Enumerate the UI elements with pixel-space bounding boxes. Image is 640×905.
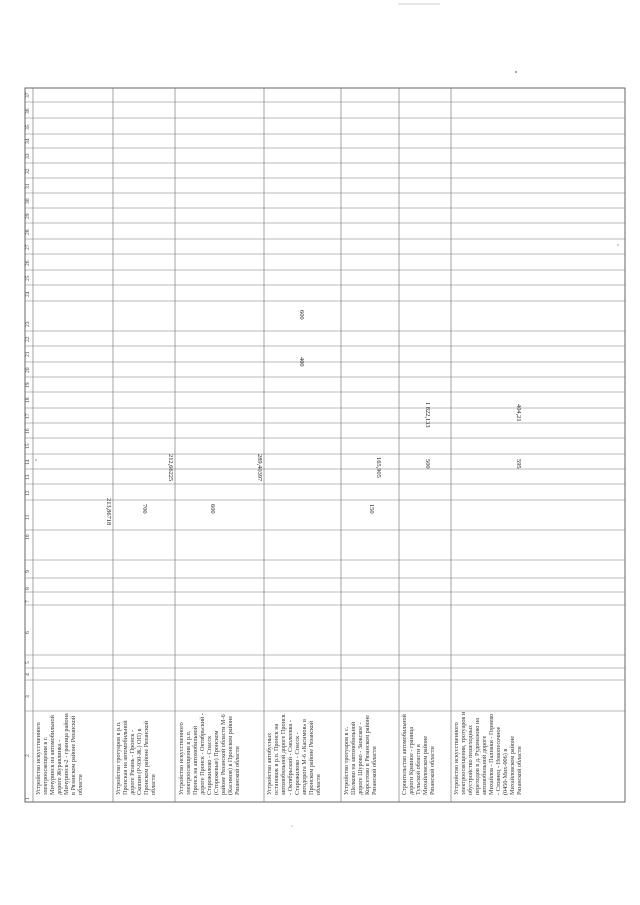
object-name-cell: Устройство искусственного электроосвещения, тротуаров и обустройство пешеходных переходов в д. Рудомазово на автомобильной дороге Михайлов - Палнаки - Горнево - Стоянец - Новопесочное (0450-Мих-006) в Михайловском районе Рязанской области	[453, 711, 523, 795]
column-number: 33	[25, 153, 31, 159]
column-number: 32	[25, 168, 31, 174]
column-number: 26	[25, 260, 31, 266]
column-number: 11	[25, 514, 31, 520]
value-cell: 404,21	[515, 404, 522, 422]
column-number: 3	[25, 695, 31, 698]
column-number: 34	[25, 138, 31, 144]
value-cell: 212,66225	[167, 454, 174, 482]
column-number: 6	[25, 631, 31, 634]
object-name-cell: Устройство автобусных остановок в р.п. Пронск на автомобильной дороге Пронск - Октябрьский - Смолеевка - Старожилово - Спасск - автодорога М-6 «Касимов» в Пронском районе Рязанской области	[266, 714, 322, 795]
value-cell: 289,40397	[256, 454, 263, 482]
column-number: 24	[25, 291, 31, 297]
column-number: 29	[25, 213, 31, 219]
column-number: 28	[25, 229, 31, 235]
column-number: 31	[25, 183, 31, 189]
column-number: 14	[25, 459, 31, 465]
column-number: 36	[25, 108, 31, 114]
column-number: 22	[25, 336, 31, 342]
column-number: 17	[25, 413, 31, 419]
object-name-cell: Устройство искусственного электроосвещения в г. Мичуринск на автомобильной дороге Журавлинка - Мичуринск-2 - граница района в Рязанском районе Рязанской области	[35, 713, 84, 795]
column-number: 25	[25, 275, 31, 281]
value-cell: 600	[298, 310, 305, 320]
column-number: 8	[25, 587, 31, 590]
column-number: 20	[25, 367, 31, 373]
column-number: 2	[25, 754, 31, 757]
value-cell: 400	[298, 357, 305, 367]
column-number: 27	[25, 244, 31, 250]
column-number: 23	[25, 321, 31, 327]
column-number: 13	[25, 474, 31, 480]
column-number: 10	[25, 534, 31, 540]
column-number: 1	[25, 797, 31, 800]
value-cell: 600	[209, 504, 216, 514]
column-number: 35	[25, 124, 31, 130]
object-name-cell: Устройство тротуаров в р.п. Пронская на автомобильной дороге Рязань - Пронск - Скопин (Р-930-Ж.) ОП) в Пронском районе Рязанской области	[115, 720, 157, 795]
value-cell: 595	[515, 459, 522, 469]
column-number: 5	[25, 661, 31, 664]
column-number: 19	[25, 382, 31, 388]
value-cell: 150	[368, 504, 375, 514]
column-number: 9	[25, 570, 31, 573]
column-number: 4	[25, 673, 31, 676]
column-number: 12	[25, 490, 31, 496]
value-cell: 165,905	[375, 457, 382, 478]
column-number: 15	[25, 443, 31, 449]
value-cell: 500	[424, 459, 431, 469]
object-name-cell: Устройство тротуаров в с. Шелково на автомобильной дороге Шурово - Заокское - Корсетово в Рязанском районе Рязанской области	[343, 714, 378, 795]
value-cell: 700	[141, 504, 148, 514]
object-name-cell: Строительство автомобильной дороги Кравное - граница Тульской области в Михайловском районе Рязанской области	[401, 714, 436, 795]
column-number: 18	[25, 397, 31, 403]
value-cell: 1 822,133	[424, 402, 431, 428]
column-number: 7	[25, 600, 31, 603]
column-number: 16	[25, 428, 31, 434]
column-number: 30	[25, 198, 31, 204]
column-number: 37	[25, 92, 31, 98]
value-cell: 213,86718	[105, 498, 112, 526]
column-number: 21	[25, 351, 31, 357]
object-name-cell: Устройство искусственного электроосвещения в р.п. Пронск на автомобильной дороге Пронск - Октябрьский - Старожилово - Спасск (Сторожевые) Пронском районе Рязанской области М-6 (Касимов) в Пронском районе Рязанской области	[178, 713, 241, 795]
